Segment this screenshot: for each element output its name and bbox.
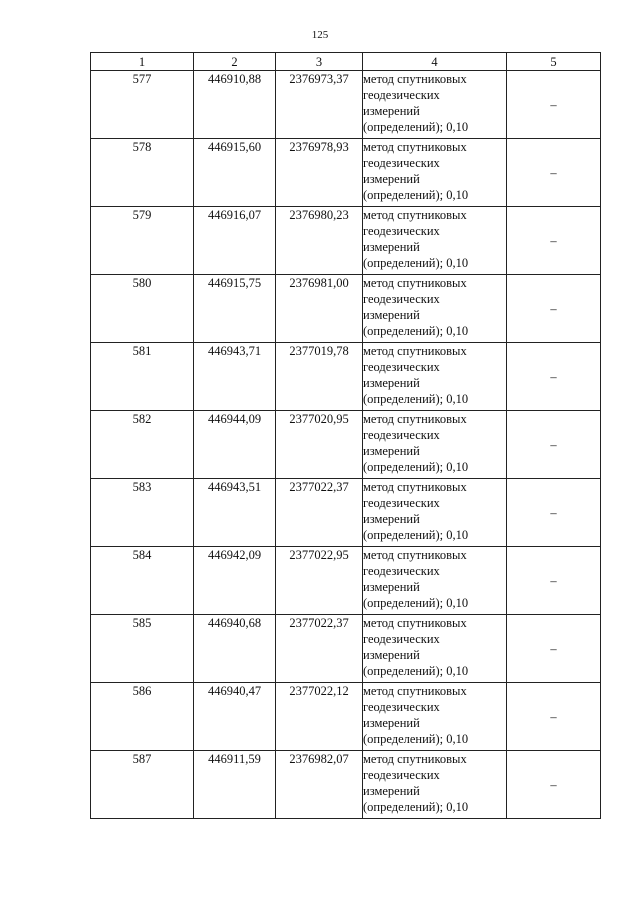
point-number-cell: 581	[91, 343, 194, 411]
method-line: метод спутниковых	[363, 276, 467, 290]
y-coordinate-cell: 2377020,95	[276, 411, 363, 479]
method-line: метод спутниковых	[363, 548, 467, 562]
y-coordinate-cell: 2377019,78	[276, 343, 363, 411]
method-line: измерений	[363, 308, 420, 322]
method-line: метод спутниковых	[363, 208, 467, 222]
point-number-cell: 585	[91, 615, 194, 683]
y-coordinate-cell: 2377022,12	[276, 683, 363, 751]
method-line: метод спутниковых	[363, 344, 467, 358]
x-coordinate-cell: 446944,09	[194, 411, 276, 479]
method-line: (определений); 0,10	[363, 256, 469, 270]
method-line: геодезических	[363, 632, 440, 646]
method-line: геодезических	[363, 700, 440, 714]
note-cell: –	[507, 547, 601, 615]
note-cell: –	[507, 615, 601, 683]
note-cell: –	[507, 275, 601, 343]
x-coordinate-cell: 446940,68	[194, 615, 276, 683]
method-line: измерений	[363, 172, 420, 186]
table-row	[91, 615, 601, 683]
column-header: 5	[507, 53, 601, 71]
method-line: (определений); 0,10	[363, 460, 469, 474]
method-line: измерений	[363, 716, 420, 730]
method-line: (определений); 0,10	[363, 188, 469, 202]
method-line: метод спутниковых	[363, 412, 467, 426]
method-cell	[363, 751, 507, 819]
x-coordinate-cell: 446940,47	[194, 683, 276, 751]
table-row	[91, 343, 601, 411]
method-line: (определений); 0,10	[363, 324, 469, 338]
method-line: метод спутниковых	[363, 480, 467, 494]
method-line: метод спутниковых	[363, 140, 467, 154]
method-line: метод спутниковых	[363, 616, 467, 630]
x-coordinate-cell: 446942,09	[194, 547, 276, 615]
y-coordinate-cell: 2377022,95	[276, 547, 363, 615]
note-cell: –	[507, 207, 601, 275]
point-number-cell: 579	[91, 207, 194, 275]
method-cell	[363, 547, 507, 615]
method-line: измерений	[363, 104, 420, 118]
method-cell	[363, 479, 507, 547]
method-line: метод спутниковых	[363, 684, 467, 698]
method-line: геодезических	[363, 224, 440, 238]
y-coordinate-cell: 2376981,00	[276, 275, 363, 343]
x-coordinate-cell: 446916,07	[194, 207, 276, 275]
point-number-cell: 582	[91, 411, 194, 479]
column-header: 1	[91, 53, 194, 71]
note-cell: –	[507, 479, 601, 547]
x-coordinate-cell: 446915,60	[194, 139, 276, 207]
point-number-cell: 584	[91, 547, 194, 615]
table-row	[91, 71, 601, 139]
method-cell	[363, 615, 507, 683]
method-line: измерений	[363, 444, 420, 458]
note-cell: –	[507, 411, 601, 479]
method-line: (определений); 0,10	[363, 392, 469, 406]
method-cell	[363, 207, 507, 275]
method-cell	[363, 683, 507, 751]
table-row	[91, 479, 601, 547]
method-line: (определений); 0,10	[363, 596, 469, 610]
method-line: измерений	[363, 376, 420, 390]
note-cell: –	[507, 71, 601, 139]
y-coordinate-cell: 2376982,07	[276, 751, 363, 819]
method-line: измерений	[363, 512, 420, 526]
column-header: 3	[276, 53, 363, 71]
table-row	[91, 275, 601, 343]
method-line: геодезических	[363, 496, 440, 510]
point-number-cell: 586	[91, 683, 194, 751]
x-coordinate-cell: 446943,51	[194, 479, 276, 547]
y-coordinate-cell: 2377022,37	[276, 615, 363, 683]
y-coordinate-cell: 2377022,37	[276, 479, 363, 547]
method-line: измерений	[363, 240, 420, 254]
method-line: геодезических	[363, 360, 440, 374]
table-row	[91, 139, 601, 207]
point-number-cell: 587	[91, 751, 194, 819]
x-coordinate-cell: 446943,71	[194, 343, 276, 411]
y-coordinate-cell: 2376978,93	[276, 139, 363, 207]
page-number: 125	[311, 29, 329, 41]
method-line: метод спутниковых	[363, 752, 467, 766]
method-line: (определений); 0,10	[363, 664, 469, 678]
table-row	[91, 207, 601, 275]
y-coordinate-cell: 2376973,37	[276, 71, 363, 139]
method-line: (определений); 0,10	[363, 120, 469, 134]
method-line: геодезических	[363, 768, 440, 782]
method-cell	[363, 275, 507, 343]
method-line: геодезических	[363, 88, 440, 102]
note-cell: –	[507, 343, 601, 411]
table-header-row	[91, 53, 601, 71]
method-line: геодезических	[363, 292, 440, 306]
point-number-cell: 578	[91, 139, 194, 207]
table-row	[91, 683, 601, 751]
coordinates-table	[90, 52, 601, 819]
x-coordinate-cell: 446911,59	[194, 751, 276, 819]
point-number-cell: 580	[91, 275, 194, 343]
method-cell	[363, 343, 507, 411]
method-cell	[363, 411, 507, 479]
method-line: метод спутниковых	[363, 72, 467, 86]
x-coordinate-cell: 446915,75	[194, 275, 276, 343]
y-coordinate-cell: 2376980,23	[276, 207, 363, 275]
method-line: геодезических	[363, 428, 440, 442]
method-cell	[363, 71, 507, 139]
method-cell	[363, 139, 507, 207]
method-line: (определений); 0,10	[363, 732, 469, 746]
table-row	[91, 547, 601, 615]
method-line: (определений); 0,10	[363, 800, 469, 814]
column-header: 4	[363, 53, 507, 71]
method-line: измерений	[363, 648, 420, 662]
note-cell: –	[507, 139, 601, 207]
column-header: 2	[194, 53, 276, 71]
method-line: геодезических	[363, 564, 440, 578]
point-number-cell: 577	[91, 71, 194, 139]
note-cell: –	[507, 683, 601, 751]
method-line: (определений); 0,10	[363, 528, 469, 542]
table-row	[91, 751, 601, 819]
method-line: измерений	[363, 580, 420, 594]
x-coordinate-cell: 446910,88	[194, 71, 276, 139]
note-cell: –	[507, 751, 601, 819]
table-row	[91, 411, 601, 479]
method-line: измерений	[363, 784, 420, 798]
point-number-cell: 583	[91, 479, 194, 547]
method-line: геодезических	[363, 156, 440, 170]
table-body	[91, 71, 601, 819]
